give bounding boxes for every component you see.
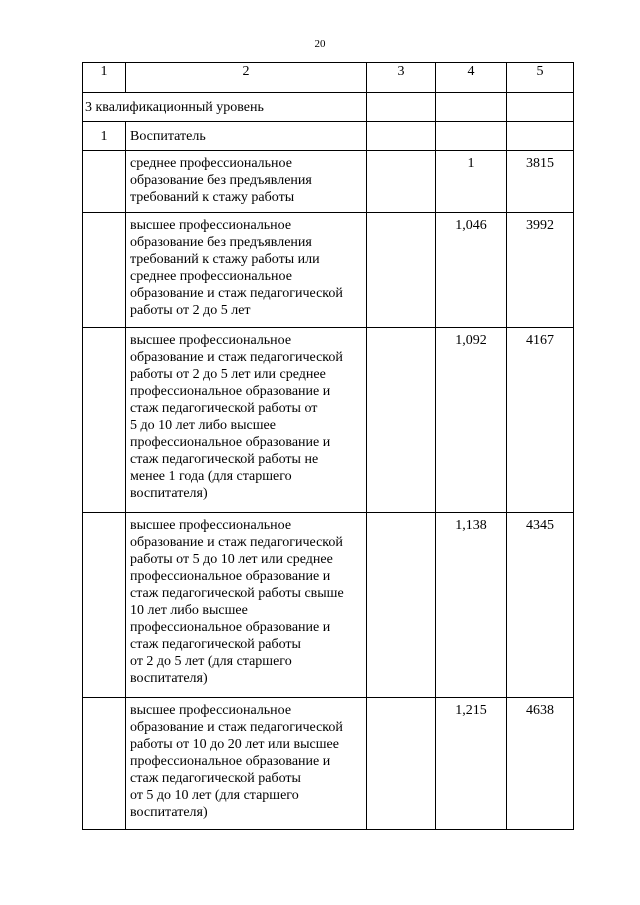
requirement-cell xyxy=(126,328,367,513)
empty-cell xyxy=(367,328,436,513)
header-row xyxy=(83,63,574,93)
empty-cell xyxy=(83,698,126,830)
requirement-text: высшее профессиональное образование без предъявления требований к стажу работы или среднее профессиональное образование и стаж педагогической работы от 2 до 5 лет xyxy=(130,218,343,318)
empty-cell xyxy=(367,213,436,328)
empty-cell xyxy=(83,213,126,328)
coefficient-value: 1,138 xyxy=(455,518,487,533)
coefficient-cell xyxy=(436,513,507,698)
position-number xyxy=(83,122,126,151)
salary-cell xyxy=(507,698,574,830)
empty-cell xyxy=(507,122,574,151)
empty-cell xyxy=(83,513,126,698)
requirement-text: высшее профессиональное образование и стаж педагогической работы от 5 до 10 лет или среднее профессиональное образование и стаж педагогической работы свыше 10 лет либо высшее профессиональное образование и стаж педагогической работы от 2 до 5 лет (для старшего воспитателя) xyxy=(130,518,344,686)
level-heading xyxy=(83,93,367,122)
empty-cell xyxy=(83,328,126,513)
position-row xyxy=(83,122,574,151)
empty-cell xyxy=(436,93,507,122)
empty-cell xyxy=(367,151,436,213)
empty-cell xyxy=(507,93,574,122)
table-row xyxy=(83,213,574,328)
coefficient-cell xyxy=(436,151,507,213)
requirement-cell xyxy=(126,513,367,698)
salary-cell xyxy=(507,328,574,513)
empty-cell xyxy=(436,122,507,151)
salary-table xyxy=(82,62,574,830)
salary-value: 3992 xyxy=(526,218,554,233)
empty-cell xyxy=(367,93,436,122)
level-heading-text: 3 квалификационный уровень xyxy=(85,100,264,115)
coefficient-value: 1,046 xyxy=(455,218,487,233)
table-row xyxy=(83,328,574,513)
salary-value: 4345 xyxy=(526,518,554,533)
position-number-text: 1 xyxy=(100,129,108,144)
salary-value: 4638 xyxy=(526,703,554,718)
table-row xyxy=(83,513,574,698)
header-cell-2: 2 xyxy=(126,63,367,93)
header-cell-4: 4 xyxy=(436,63,507,93)
salary-cell xyxy=(507,151,574,213)
coefficient-cell xyxy=(436,698,507,830)
salary-value: 3815 xyxy=(526,156,554,171)
header-cell-1: 1 xyxy=(83,63,126,93)
salary-cell xyxy=(507,213,574,328)
empty-cell xyxy=(367,513,436,698)
coefficient-value: 1,092 xyxy=(455,333,487,348)
header-cell-3: 3 xyxy=(367,63,436,93)
table-row xyxy=(83,151,574,213)
page-number: 20 xyxy=(314,38,326,50)
requirement-cell xyxy=(126,698,367,830)
coefficient-cell xyxy=(436,213,507,328)
coefficient-cell xyxy=(436,328,507,513)
requirement-text: высшее профессиональное образование и стаж педагогической работы от 10 до 20 лет или высшее профессиональное образование и стаж педагогической работы от 5 до 10 лет (для старшего воспитателя) xyxy=(130,703,343,820)
table-row xyxy=(83,698,574,830)
coefficient-value: 1,215 xyxy=(455,703,487,718)
header-cell-5: 5 xyxy=(507,63,574,93)
requirement-text: высшее профессиональное образование и стаж педагогической работы от 2 до 5 лет или среднее профессиональное образование и стаж педагогической работы от 5 до 10 лет либо высшее профессиональное образование и стаж педагогической работы не менее 1 года (для старшего воспитателя) xyxy=(130,333,343,501)
position-name-text: Воспитатель xyxy=(130,129,206,144)
requirement-text: среднее профессиональное образование без предъявления требований к стажу работы xyxy=(130,156,312,205)
coefficient-value: 1 xyxy=(467,156,475,171)
salary-cell xyxy=(507,513,574,698)
empty-cell xyxy=(367,122,436,151)
salary-value: 4167 xyxy=(526,333,554,348)
requirement-cell xyxy=(126,151,367,213)
empty-cell xyxy=(83,151,126,213)
position-name xyxy=(126,122,367,151)
level-heading-row xyxy=(83,93,574,122)
empty-cell xyxy=(367,698,436,830)
requirement-cell xyxy=(126,213,367,328)
